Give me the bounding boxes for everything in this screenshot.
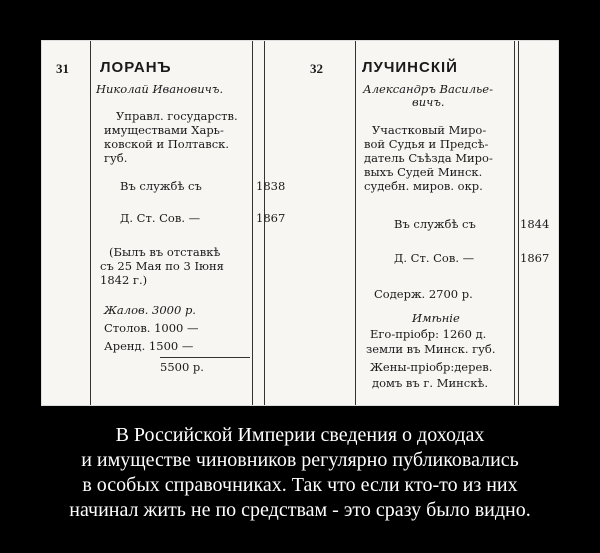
position-line: вой Судья и Предсѣ- bbox=[364, 137, 489, 151]
position-line: выхъ Судей Минск. bbox=[364, 165, 483, 179]
position-line: датель Съѣзда Миро- bbox=[364, 151, 493, 165]
income-line: Аренд. 1500 — bbox=[104, 339, 194, 353]
retired-line: (Былъ въ отставкѣ bbox=[109, 245, 221, 259]
estate-heading: Имѣніе bbox=[412, 311, 460, 325]
income-line: Жалов. 3000 р. bbox=[104, 303, 196, 317]
caption bbox=[0, 423, 600, 523]
register-page bbox=[42, 41, 558, 405]
position-line: губ. bbox=[104, 151, 128, 165]
entry-patronymic: Николай Ивановичъ. bbox=[96, 82, 224, 96]
rank-year: 1867 bbox=[520, 251, 550, 265]
caption-line: и имуществе чиновников регулярно публиковались bbox=[81, 449, 519, 471]
rank-year: 1867 bbox=[256, 211, 286, 225]
caption-line: В Российской Империи сведения о доходах bbox=[115, 424, 485, 446]
entry-number: 32 bbox=[310, 61, 323, 76]
position-line: ковской и Полтавск. bbox=[104, 137, 230, 151]
position-line: судебн. миров. окр. bbox=[364, 179, 483, 193]
service-year: 1838 bbox=[256, 179, 286, 193]
caption-line: в особых справочниках. Так что если кто-то из них bbox=[82, 474, 518, 496]
position-line: имуществами Харь- bbox=[104, 123, 224, 137]
column-rule bbox=[518, 41, 519, 405]
salary: Содерж. 2700 р. bbox=[374, 287, 473, 301]
entry-patronymic: вичъ. bbox=[412, 95, 445, 109]
sum-rule bbox=[160, 357, 250, 358]
service-year: 1844 bbox=[520, 217, 550, 231]
column-rule bbox=[355, 41, 356, 405]
estate-line: Жены-пріобр:дерев. bbox=[370, 360, 493, 374]
rank-label: Д. Ст. Сов. — bbox=[120, 211, 201, 225]
position-line: Управл. государств. bbox=[116, 109, 238, 123]
entry-number: 31 bbox=[56, 61, 69, 76]
entry-surname: ЛУЧИНСКІЙ bbox=[362, 59, 458, 76]
caption-line: начинал жить не по средствам - это сразу было видно. bbox=[69, 499, 531, 521]
column-rule bbox=[514, 41, 515, 405]
estate-line: Его-пріобр: 1260 д. bbox=[370, 327, 487, 341]
document-photo bbox=[42, 41, 558, 405]
income-total: 5500 р. bbox=[160, 360, 204, 374]
service-label: Въ службѣ съ bbox=[120, 179, 202, 193]
estate-line: домъ въ г. Минскѣ. bbox=[372, 376, 489, 390]
retired-line: 1842 г.) bbox=[100, 273, 148, 287]
retired-line: съ 25 Мая по 3 Іюня bbox=[100, 259, 224, 273]
service-label: Въ службѣ съ bbox=[394, 217, 476, 231]
entry-patronymic: Александръ Василье- bbox=[363, 82, 493, 96]
column-rule bbox=[252, 41, 253, 405]
estate-line: земли въ Минск. губ. bbox=[366, 342, 496, 356]
position-line: Участковый Миро- bbox=[372, 123, 487, 137]
rank-label: Д. Ст. Сов. — bbox=[394, 251, 475, 265]
entry-surname: ЛОРАНЪ bbox=[100, 59, 172, 76]
column-rule bbox=[90, 41, 91, 405]
income-line: Столов. 1000 — bbox=[104, 321, 199, 335]
